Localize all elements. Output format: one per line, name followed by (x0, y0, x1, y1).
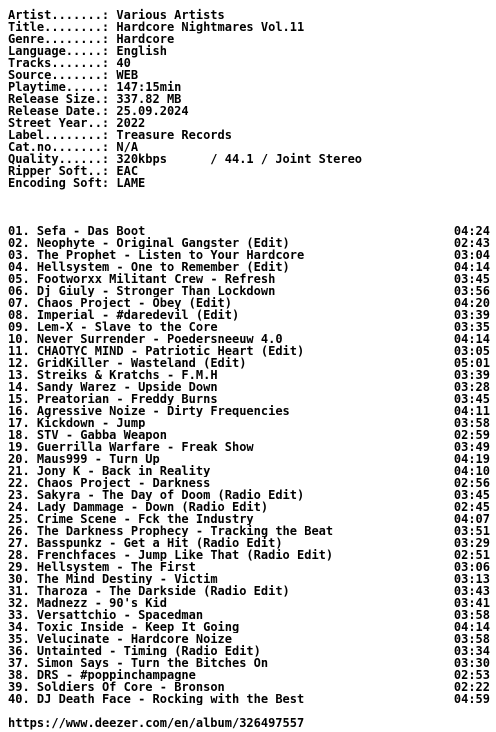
track-duration: 03:43 (453, 584, 490, 598)
info-key: Source.......: (8, 68, 117, 82)
info-row (8, 177, 490, 189)
track-number: 37. (8, 657, 30, 669)
track-number: 33. (8, 609, 30, 621)
track-number: 40. (8, 693, 30, 705)
track-duration: 02:22 (453, 680, 490, 694)
spacer (8, 201, 490, 213)
track-title: Tharoza - The Darkside (Radio Edit) (36, 585, 290, 597)
track-label (8, 369, 218, 381)
info-value: 337.82 MB (116, 92, 182, 106)
track-label (8, 381, 218, 393)
track-label (8, 429, 167, 441)
track-row (8, 441, 490, 453)
track-title: Lady Dammage - Down (Radio Edit) (36, 501, 269, 513)
track-number: 27. (8, 537, 30, 549)
track-label (8, 333, 283, 345)
track-duration: 03:45 (453, 272, 490, 286)
track-row (8, 369, 490, 381)
track-label (8, 693, 304, 705)
track-label (8, 321, 218, 333)
info-key: Quality......: (8, 152, 117, 166)
track-row (8, 417, 490, 429)
track-number: 31. (8, 585, 30, 597)
info-key: Cat.no.......: (8, 140, 117, 154)
track-title: Simon Says - Turn the Bitches On (36, 657, 269, 669)
track-row (8, 549, 490, 561)
track-number: 38. (8, 669, 30, 681)
track-number: 28. (8, 549, 30, 561)
track-duration: 03:39 (453, 308, 490, 322)
track-number: 39. (8, 681, 30, 693)
track-title: Guerrilla Warfare - Freak Show (36, 441, 254, 453)
track-label (8, 657, 268, 669)
track-title: GridKiller - Wasteland (Edit) (36, 357, 247, 369)
track-number: 36. (8, 645, 30, 657)
track-duration: 03:45 (453, 488, 490, 502)
track-title: Toxic Inside - Keep It Going (36, 621, 240, 633)
track-number: 25. (8, 513, 30, 525)
info-key: Release Size.: (8, 92, 117, 106)
info-value: WEB (116, 68, 139, 82)
track-row (8, 525, 490, 537)
track-row (8, 309, 490, 321)
track-number: 22. (8, 477, 30, 489)
track-duration: 02:43 (453, 236, 490, 250)
info-value: English (116, 44, 167, 58)
track-row (8, 633, 490, 645)
track-title: Untainted - Timing (Radio Edit) (36, 645, 261, 657)
release-info-block (8, 9, 490, 189)
track-title: Imperial - #daredevil (Edit) (36, 309, 240, 321)
track-number: 23. (8, 489, 30, 501)
track-label (8, 537, 283, 549)
track-row (8, 585, 490, 597)
track-duration: 03:51 (453, 524, 490, 538)
info-key: Tracks.......: (8, 56, 117, 70)
track-row (8, 657, 490, 669)
track-title: Velucinate - Hardcore Noize (36, 633, 232, 645)
info-value: Various Artists (116, 8, 225, 22)
track-label (8, 645, 261, 657)
info-value: LAME (116, 176, 146, 190)
track-title: Sandy Warez - Upside Down (36, 381, 218, 393)
track-number: 15. (8, 393, 30, 405)
track-row (8, 681, 490, 693)
track-duration: 04:10 (453, 464, 490, 478)
track-duration: 03:58 (453, 632, 490, 646)
track-label (8, 477, 210, 489)
track-title: Hellsystem - The First (36, 561, 196, 573)
track-title: DRS - #poppinchampagne (36, 669, 196, 681)
track-row (8, 645, 490, 657)
track-duration: 04:19 (453, 452, 490, 466)
track-number: 21. (8, 465, 30, 477)
track-title: The Prophet - Listen to Your Hardcore (36, 249, 305, 261)
info-key: Release Date.: (8, 104, 117, 118)
track-number: 09. (8, 321, 30, 333)
track-title: Versattchio - Spacedman (36, 609, 204, 621)
track-number: 12. (8, 357, 30, 369)
track-row (8, 669, 490, 681)
track-row (8, 621, 490, 633)
track-duration: 03:49 (453, 440, 490, 454)
track-row (8, 453, 490, 465)
track-title: Dj Giuly - Stronger Than Lockdown (36, 285, 276, 297)
track-duration: 04:14 (453, 620, 490, 634)
track-row (8, 501, 490, 513)
track-row (8, 345, 490, 357)
track-label (8, 573, 218, 585)
track-title: Kickdown - Jump (36, 417, 146, 429)
track-number: 14. (8, 381, 30, 393)
info-value: 40 (116, 56, 131, 70)
track-row (8, 693, 490, 705)
track-duration: 02:56 (453, 476, 490, 490)
track-number: 19. (8, 441, 30, 453)
track-duration: 03:30 (453, 656, 490, 670)
track-number: 04. (8, 261, 30, 273)
track-label (8, 285, 275, 297)
info-value: 2022 (116, 116, 146, 130)
track-title: Footworxx Militant Crew - Refresh (36, 273, 276, 285)
track-number: 08. (8, 309, 30, 321)
track-number: 01. (8, 225, 30, 237)
album-url-link[interactable]: https://www.deezer.com/en/album/326497557 (8, 716, 305, 730)
info-value: Treasure Records (116, 128, 232, 142)
info-value: 25.09.2024 (116, 104, 189, 118)
track-duration: 03:45 (453, 392, 490, 406)
track-row (8, 357, 490, 369)
track-label (8, 621, 239, 633)
track-number: 13. (8, 369, 30, 381)
track-label (8, 249, 304, 261)
track-label (8, 549, 333, 561)
track-title: Crime Scene - Fck the Industry (36, 513, 254, 525)
track-row (8, 381, 490, 393)
track-label (8, 669, 196, 681)
track-label (8, 489, 304, 501)
info-key: Street Year..: (8, 116, 117, 130)
track-duration: 05:01 (453, 356, 490, 370)
track-label (8, 393, 218, 405)
track-label (8, 273, 275, 285)
track-label (8, 525, 333, 537)
track-number: 07. (8, 297, 30, 309)
track-row (8, 465, 490, 477)
track-label (8, 609, 203, 621)
track-number: 06. (8, 285, 30, 297)
track-row (8, 489, 490, 501)
track-duration: 03:34 (453, 644, 490, 658)
track-label (8, 561, 196, 573)
track-row (8, 249, 490, 261)
track-duration: 03:04 (453, 248, 490, 262)
track-title: DJ Death Face - Rocking with the Best (36, 693, 305, 705)
track-row (8, 237, 490, 249)
track-number: 34. (8, 621, 30, 633)
track-duration: 03:58 (453, 416, 490, 430)
track-label (8, 441, 254, 453)
track-duration: 04:14 (453, 260, 490, 274)
track-row (8, 285, 490, 297)
info-key: Encoding Soft: (8, 176, 117, 190)
info-key: Title........: (8, 20, 117, 34)
track-title: Streiks & Kratchs - F.M.H (36, 369, 218, 381)
info-key: Language.....: (8, 44, 117, 58)
track-number: 26. (8, 525, 30, 537)
track-title: Sefa - Das Boot (36, 225, 146, 237)
track-title: Madnezz - 90's Kid (36, 597, 167, 609)
info-value: Hardcore (116, 32, 175, 46)
info-key: Ripper Soft..: (8, 164, 117, 178)
track-title: Chaos Project - Darkness (36, 477, 211, 489)
track-label (8, 357, 246, 369)
nfo-document (8, 9, 490, 729)
track-label (8, 345, 304, 357)
track-label (8, 453, 160, 465)
track-duration: 02:59 (453, 428, 490, 442)
spacer (8, 213, 490, 225)
track-number: 35. (8, 633, 30, 645)
track-duration: 04:59 (453, 692, 490, 706)
track-row (8, 321, 490, 333)
track-title: Sakyra - The Day of Doom (Radio Edit) (36, 489, 305, 501)
info-value: 147:15min (116, 80, 182, 94)
track-duration: 03:05 (453, 344, 490, 358)
track-number: 29. (8, 561, 30, 573)
track-label (8, 513, 254, 525)
track-number: 03. (8, 249, 30, 261)
track-label (8, 501, 268, 513)
track-row (8, 405, 490, 417)
info-value: 320kbps / 44.1 / Joint Stereo (116, 152, 363, 166)
track-row (8, 429, 490, 441)
track-row (8, 393, 490, 405)
track-duration: 04:20 (453, 296, 490, 310)
track-duration: 03:13 (453, 572, 490, 586)
track-number: 32. (8, 597, 30, 609)
track-row (8, 273, 490, 285)
track-title: Preatorian - Freddy Burns (36, 393, 218, 405)
track-title: Lem-X - Slave to the Core (36, 321, 218, 333)
track-duration: 03:39 (453, 368, 490, 382)
track-label (8, 225, 145, 237)
tracklist (8, 225, 490, 705)
track-title: Chaos Project - Obey (Edit) (36, 297, 232, 309)
track-number: 05. (8, 273, 30, 285)
track-title: Never Surrender - Poedersneeuw 4.0 (36, 333, 283, 345)
track-title: Basspunkz - Get a Hit (Radio Edit) (36, 537, 283, 549)
track-title: Soldiers Of Core - Bronson (36, 681, 225, 693)
track-duration: 03:56 (453, 284, 490, 298)
track-title: Frenchfaces - Jump Like That (Radio Edit) (36, 549, 334, 561)
track-row (8, 225, 490, 237)
track-duration: 04:24 (453, 224, 490, 238)
track-title: Hellsystem - One to Remember (Edit) (36, 261, 290, 273)
track-duration: 03:58 (453, 608, 490, 622)
track-label (8, 633, 232, 645)
track-row (8, 537, 490, 549)
track-duration: 03:41 (453, 596, 490, 610)
track-label (8, 585, 290, 597)
track-title: STV - Gabba Weapon (36, 429, 167, 441)
track-row (8, 573, 490, 585)
track-title: Neophyte - Original Gangster (Edit) (36, 237, 290, 249)
track-number: 18. (8, 429, 30, 441)
track-row (8, 609, 490, 621)
track-number: 10. (8, 333, 30, 345)
track-duration: 02:45 (453, 500, 490, 514)
track-duration: 02:51 (453, 548, 490, 562)
track-label (8, 297, 232, 309)
track-duration: 03:29 (453, 536, 490, 550)
info-key: Artist.......: (8, 8, 117, 22)
info-key: Playtime.....: (8, 80, 117, 94)
track-duration: 04:07 (453, 512, 490, 526)
track-number: 20. (8, 453, 30, 465)
track-duration: 02:53 (453, 668, 490, 682)
track-duration: 04:14 (453, 332, 490, 346)
track-label (8, 465, 210, 477)
track-duration: 03:28 (453, 380, 490, 394)
track-label (8, 261, 290, 273)
track-number: 02. (8, 237, 30, 249)
track-label (8, 309, 239, 321)
track-row (8, 333, 490, 345)
track-title: Jony K - Back in Reality (36, 465, 211, 477)
track-row (8, 561, 490, 573)
track-title: Maus999 - Turn Up (36, 453, 160, 465)
info-value: N/A (116, 140, 139, 154)
track-number: 30. (8, 573, 30, 585)
info-value: Hardcore Nightmares Vol.11 (116, 20, 305, 34)
track-duration: 03:35 (453, 320, 490, 334)
track-number: 17. (8, 417, 30, 429)
track-row (8, 477, 490, 489)
info-key: Label........: (8, 128, 117, 142)
track-label (8, 405, 290, 417)
track-duration: 03:06 (453, 560, 490, 574)
track-row (8, 597, 490, 609)
track-title: The Mind Destiny - Victim (36, 573, 218, 585)
track-duration: 04:11 (453, 404, 490, 418)
track-row (8, 513, 490, 525)
track-title: The Darkness Prophecy - Tracking the Beat (36, 525, 334, 537)
info-value: EAC (116, 164, 139, 178)
track-row (8, 261, 490, 273)
track-number: 11. (8, 345, 30, 357)
track-number: 24. (8, 501, 30, 513)
track-label (8, 681, 225, 693)
spacer (8, 189, 490, 201)
track-number: 16. (8, 405, 30, 417)
track-label (8, 597, 167, 609)
track-label (8, 417, 145, 429)
track-row (8, 297, 490, 309)
track-title: Agressive Noize - Dirty Frequencies (36, 405, 290, 417)
track-title: CHAOTYC MIND - Patriotic Heart (Edit) (36, 345, 305, 357)
info-key: Genre........: (8, 32, 117, 46)
track-label (8, 237, 290, 249)
